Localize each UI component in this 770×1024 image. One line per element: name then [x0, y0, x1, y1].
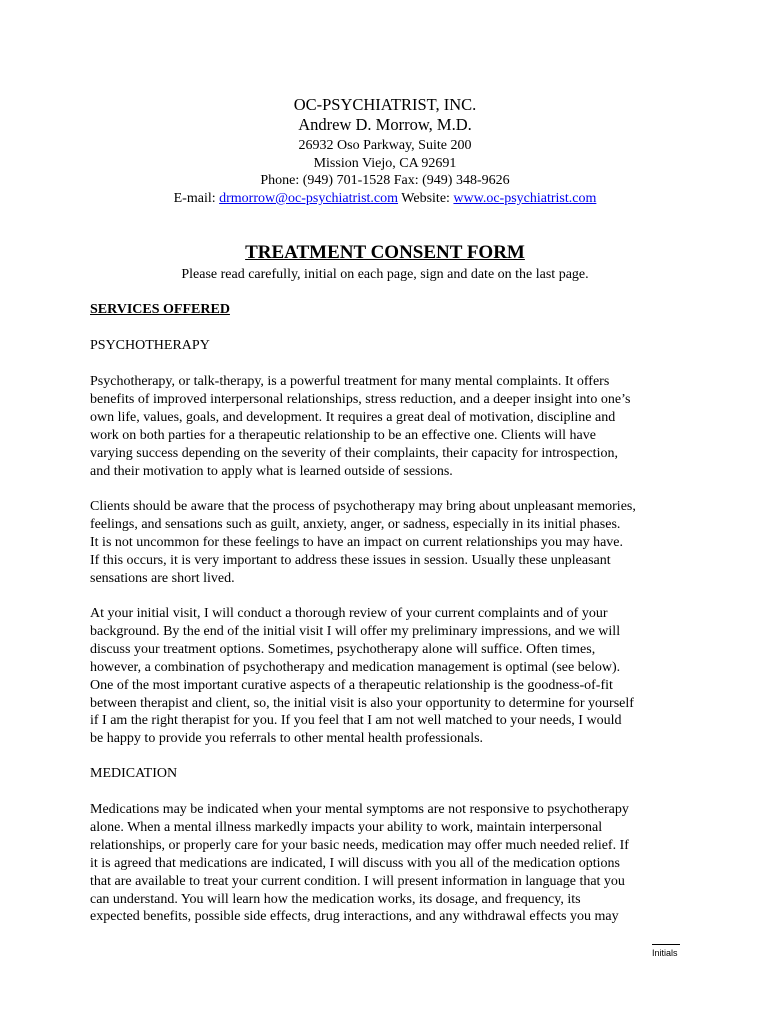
text-line: be happy to provide you referrals to other mental health professionals. — [90, 731, 484, 747]
services-heading: SERVICES OFFERED — [90, 302, 230, 317]
text-line: It is not uncommon for these feelings to have an impact on current relationships you may have. — [90, 534, 624, 550]
phone-fax: Phone: (949) 701-1528 Fax: (949) 348-9626 — [260, 173, 510, 188]
text-line: own life, values, goals, and development. It requires a great deal of motivation, discipline and — [90, 409, 616, 425]
form-title: TREATMENT CONSENT FORM — [245, 242, 525, 263]
text-line: if I am the right therapist for you. If you feel that I am not well matched to your needs, I would — [90, 713, 622, 729]
text-line: benefits of improved interpersonal relationships, stress reduction, and a deeper insight into one’s — [90, 391, 631, 407]
initials-label: Initials — [652, 948, 678, 958]
form-instructions: Please read carefully, initial on each page, sign and date on the last page. — [181, 267, 589, 282]
text-line: work on both parties for a therapeutic relationship to be an effective one. Clients will have — [90, 427, 596, 443]
contact-line — [0, 190, 770, 208]
website-link[interactable]: www.oc-psychiatrist.com — [453, 191, 597, 206]
text-line: between therapist and client, so, the initial visit is also your opportunity to determine for yourself — [90, 695, 634, 711]
text-line: expected benefits, possible side effects, drug interactions, and any withdrawal effects you may — [90, 909, 619, 925]
text-line: One of the most important curative aspects of a therapeutic relationship is the goodness-of-fit — [90, 677, 613, 693]
text-line: it is agreed that medications are indicated, I will discuss with you all of the medication options — [90, 855, 620, 871]
text-line: discuss your treatment options. Sometimes, psychotherapy alone will suffice. Often times, — [90, 641, 596, 657]
medication-paragraph — [90, 801, 690, 926]
text-line: relationships, or properly care for your basic needs, medication may offer much needed relief. If — [90, 837, 629, 853]
text-line: feelings, and sensations such as guilt, anxiety, anger, or sadness, especially in its initial phases. — [90, 516, 621, 532]
psychotherapy-heading: PSYCHOTHERAPY — [90, 338, 210, 353]
psychotherapy-paragraph-3 — [90, 605, 690, 748]
email-link[interactable]: drmorrow@oc-psychiatrist.com — [219, 191, 399, 206]
text-line: varying success depending on the severity of their complaints, their capacity for introspection, — [90, 445, 618, 461]
text-line: and their motivation to apply what is learned outside of sessions. — [90, 463, 453, 479]
initials-field[interactable] — [652, 944, 680, 945]
text-line: At your initial visit, I will conduct a thorough review of your current complaints and of your — [90, 606, 608, 621]
email-label: E-mail: — [173, 191, 220, 206]
psychotherapy-paragraph-2 — [90, 498, 690, 588]
text-line: Psychotherapy, or talk-therapy, is a powerful treatment for many mental complaints. It offers — [90, 374, 610, 389]
text-line: Clients should be aware that the process of psychotherapy may bring about unpleasant memories, — [90, 499, 636, 514]
website-label: Website: — [398, 191, 454, 206]
text-line: that are available to treat your current condition. I will present information in language that you — [90, 873, 625, 889]
text-line: sensations are short lived. — [90, 570, 235, 586]
text-line: however, a combination of psychotherapy and medication management is optimal (see below). — [90, 659, 621, 675]
doctor-name: Andrew D. Morrow, M.D. — [298, 115, 472, 134]
address-line-1: 26932 Oso Parkway, Suite 200 — [298, 138, 472, 153]
psychotherapy-paragraph-1 — [90, 373, 690, 480]
organization-name: OC-PSYCHIATRIST, INC. — [293, 95, 477, 114]
text-line: background. By the end of the initial visit I will offer my preliminary impressions, and we will — [90, 623, 621, 639]
text-line: alone. When a mental illness markedly impacts your ability to work, maintain interpersonal — [90, 819, 603, 835]
medication-heading: MEDICATION — [90, 766, 178, 781]
text-line: can understand. You will learn how the medication works, its dosage, and frequency, its — [90, 891, 581, 907]
text-line: If this occurs, it is very important to address these issues in session. Usually these unpleasant — [90, 552, 611, 568]
address-line-2: Mission Viejo, CA 92691 — [313, 156, 457, 171]
text-line: Medications may be indicated when your mental symptoms are not responsive to psychotherapy — [90, 802, 629, 817]
